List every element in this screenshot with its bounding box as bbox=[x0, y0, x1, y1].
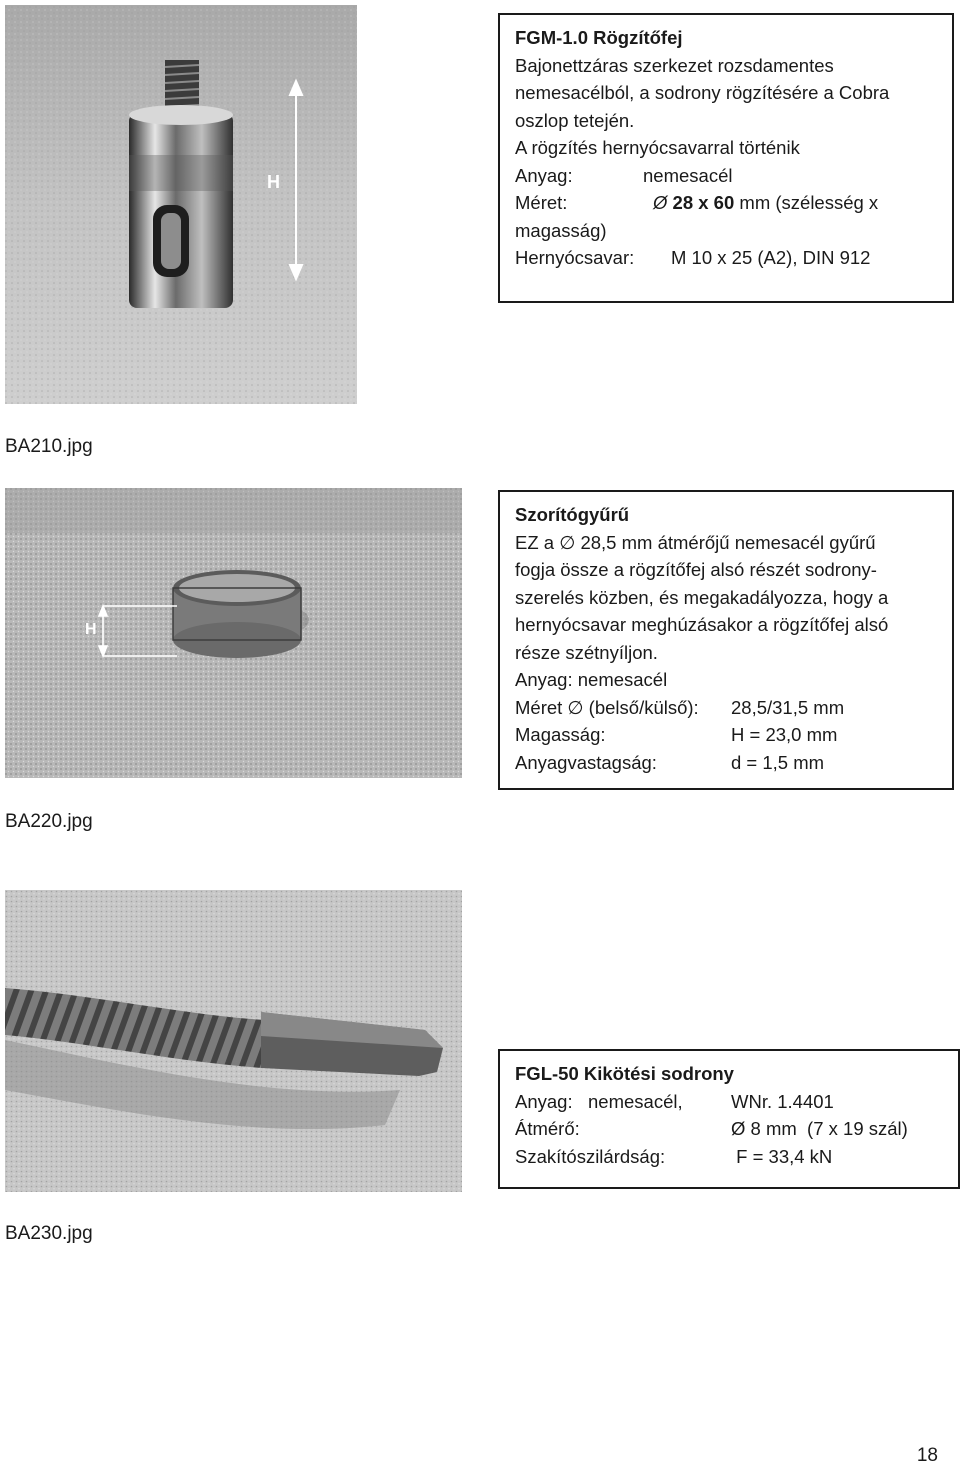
spec-value: F = 33,4 kN bbox=[731, 1145, 833, 1167]
spec-row-diameter bbox=[515, 1115, 944, 1143]
spec-value: H = 23,0 mm bbox=[731, 724, 838, 745]
spec-key: Anyag: bbox=[515, 164, 573, 186]
spec-row-height bbox=[515, 721, 938, 749]
page-number: 18 bbox=[916, 1445, 938, 1466]
height-label: H bbox=[85, 621, 97, 638]
spec-key: Hernyócsavar: bbox=[515, 247, 635, 268]
spec-row-thickness bbox=[515, 749, 938, 777]
size-unit: mm (szélesség x bbox=[739, 192, 879, 213]
spec-line: oszlop tetején. bbox=[515, 109, 635, 131]
spec-line: Bajonettzáras szerkezet rozsdamentes bbox=[515, 54, 834, 76]
spec-value: M 10 x 25 (A2), DIN 912 bbox=[671, 247, 871, 268]
spec-key: Magasság: bbox=[515, 724, 606, 745]
size-value: 28 x 60 bbox=[672, 192, 735, 213]
spec-box-clamping-ring bbox=[498, 490, 954, 790]
spec-line: nemesacélból, a sodrony rögzítésére a Cobra bbox=[515, 82, 890, 103]
spec-row-size bbox=[515, 189, 938, 217]
spec-key: magasság) bbox=[515, 219, 607, 241]
photo-clamping-ring bbox=[5, 488, 462, 778]
spec-row-screw bbox=[515, 244, 938, 272]
spec-key: Anyag: nemesacél, bbox=[515, 1090, 683, 1112]
spec-value: nemesacél bbox=[643, 164, 733, 186]
photo-anchoring-cable bbox=[5, 890, 462, 1192]
spec-row-tensile bbox=[515, 1143, 944, 1171]
spec-value: Ø 8 mm (7 x 19 szál) bbox=[731, 1118, 908, 1139]
spec-line: része szétnyíljon. bbox=[515, 641, 658, 663]
spec-line: Anyag: nemesacél bbox=[515, 669, 668, 690]
spec-line: A rögzítés hernyócsavarral történik bbox=[515, 137, 800, 158]
spec-title: Szorítógyűrű bbox=[515, 504, 630, 525]
spec-line: fogja össze a rögzítőfej alsó részét sodrony- bbox=[515, 559, 877, 580]
spec-row-size bbox=[515, 694, 938, 722]
spec-value: 28,5/31,5 mm bbox=[731, 696, 845, 718]
spec-box-fastening-head bbox=[498, 13, 954, 303]
spec-key: Átmérő: bbox=[515, 1118, 580, 1139]
caption-ba220: BA220.jpg bbox=[5, 811, 93, 832]
spec-line: hernyócsavar meghúzásakor a rögzítőfej alsó bbox=[515, 614, 889, 635]
caption-ba210: BA210.jpg bbox=[5, 436, 93, 457]
spec-line: szerelés közben, és megakadályozza, hogy a bbox=[515, 586, 889, 608]
photo-fastening-head bbox=[5, 5, 357, 404]
spec-key: Méret: bbox=[515, 192, 568, 213]
spec-title: FGM-1.0 Rögzítőfej bbox=[515, 27, 683, 48]
spec-value: d = 1,5 mm bbox=[731, 751, 825, 773]
spec-key: Anyagvastagság: bbox=[515, 751, 657, 773]
spec-row-material bbox=[515, 162, 938, 190]
diameter-symbol: Ø bbox=[653, 192, 668, 213]
spec-line: EZ a ∅ 28,5 mm átmérőjű nemesacél gyűrű bbox=[515, 531, 876, 553]
spec-value: WNr. 1.4401 bbox=[731, 1090, 834, 1112]
spec-row-material bbox=[515, 1088, 944, 1116]
spec-row-size-cont bbox=[515, 217, 938, 245]
spec-title: FGL-50 Kikötési sodrony bbox=[515, 1063, 734, 1084]
spec-box-anchoring-cable bbox=[498, 1049, 960, 1189]
spec-key: Szakítószilárdság: bbox=[515, 1145, 666, 1167]
height-label: H bbox=[267, 172, 280, 192]
spec-key: Méret ∅ (belső/külső): bbox=[515, 696, 699, 718]
caption-ba230: BA230.jpg bbox=[5, 1223, 93, 1244]
